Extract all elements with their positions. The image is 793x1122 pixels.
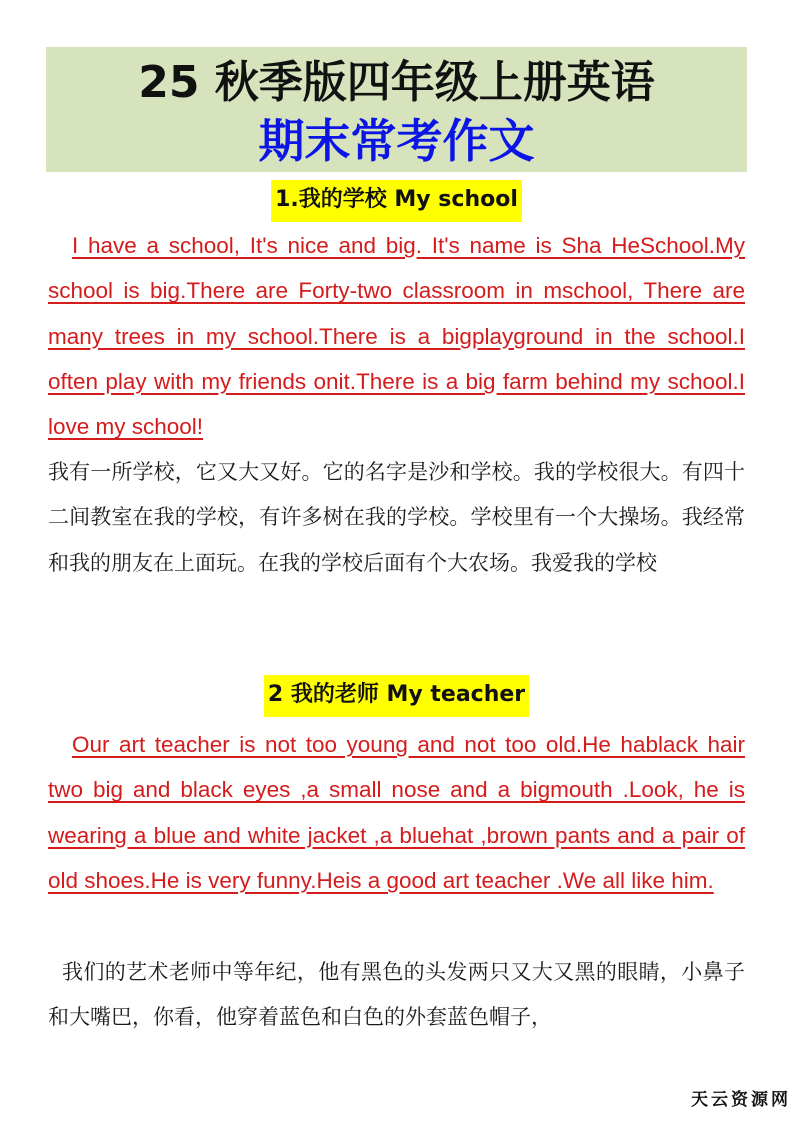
section-2-heading: 2 我的老师 My teacher xyxy=(264,675,529,717)
section-1-heading: 1.我的学校 My school xyxy=(271,180,522,222)
section-1-heading-wrap xyxy=(0,180,793,222)
section-2-heading-wrap xyxy=(0,675,793,717)
section-1-english-text: I have a school, It's nice and big. It's name is Sha HeSchool.My school is big.There are Forty-two classroom in mschool, There are many trees in my school.There is a bigplayground in the school.I often play with my friends onit.There is a big farm behind my school.I love my school! xyxy=(48,233,745,440)
watermark-logo: 天云资源网 xyxy=(691,1090,791,1110)
page-subtitle: 期末常考作文 xyxy=(258,114,535,168)
section-2-english-text: Our art teacher is not too young and not too old.He hablack hair two big and black eyes ,a small nose and a bigmouth .Look, he is wearing a blue and white jacket ,a bluehat ,brown pants and a pair of old shoes.He is very funny.Heis a good art teacher .We all like him. xyxy=(48,732,745,893)
section-1-chinese-text: 我有一所学校，它又大又好。它的名字是沙和学校。我的学校很大。有四十二间教室在我的学校，有许多树在我的学校。学校里有一个大操场。我经常和我的朋友在上面玩。在我的学校后面有个大农场。我爱我的学校 xyxy=(48,460,745,575)
title-banner xyxy=(46,47,747,172)
page-title: 25 秋季版四年级上册英语 xyxy=(138,57,655,108)
section-2-chinese-text: 我们的艺术老师中等年纪，他有黑色的头发两只又大又黑的眼睛，小鼻子和大嘴巴，你看，他穿着蓝色和白色的外套蓝色帽子， xyxy=(48,960,745,1030)
